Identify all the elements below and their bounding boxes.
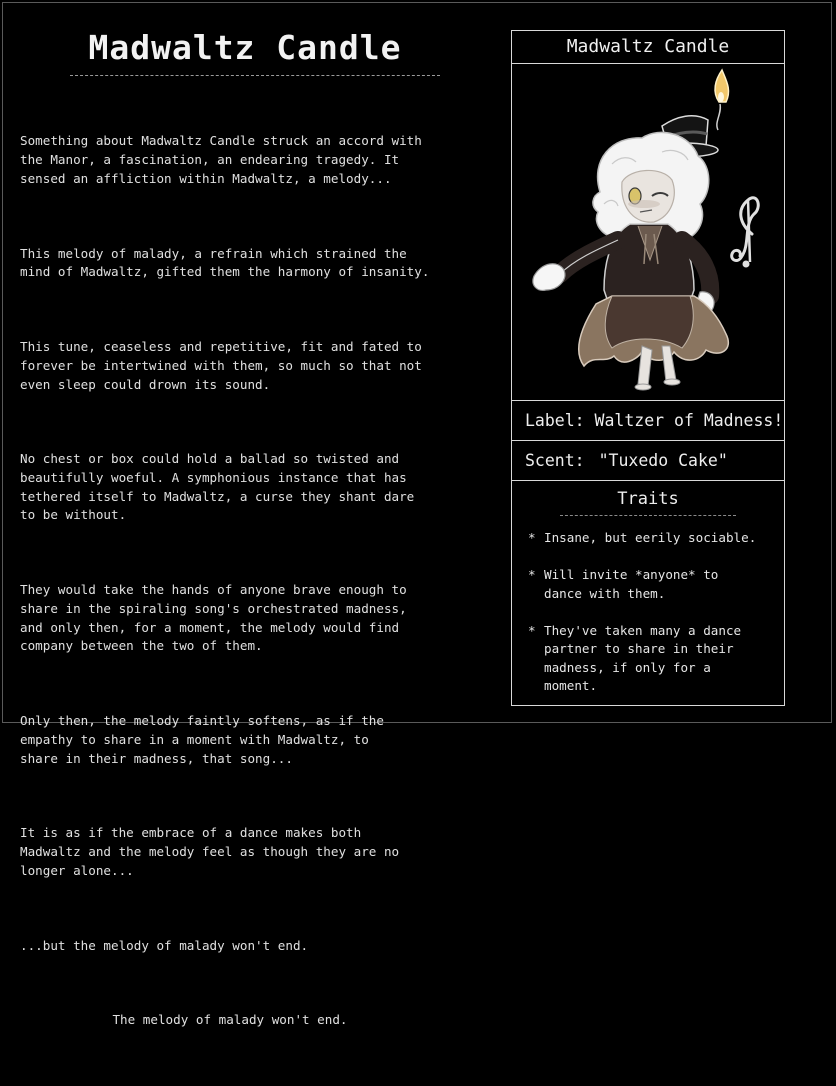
trait-text: They've taken many a dance partner to share in their madness, if only for a moment. [544, 622, 742, 693]
label-key: Label: [525, 411, 585, 430]
trait-text: Insane, but eerily sociable. [544, 530, 757, 545]
scent-row [512, 441, 784, 481]
trait-item [528, 529, 776, 548]
treble-clef-icon [732, 198, 759, 268]
candle-flame-icon [715, 70, 729, 130]
story-paragraph: ...but the melody of malady won't end. [20, 937, 309, 953]
card-title: Madwaltz Candle [512, 31, 784, 64]
story-paragraph: They would take the hands of anyone brave enough to share in the spiraling song's orchestrated madness, and only then, for a moment, the melody would find company between the two of them. [20, 582, 407, 654]
character-portrait [512, 64, 784, 401]
label-row [512, 401, 784, 441]
trait-text: Will invite *anyone* to dance with them. [544, 567, 719, 601]
trait-bullet: * [528, 622, 536, 638]
story-column [20, 28, 480, 1086]
story-paragraph: No chest or box could hold a ballad so twisted and beautifully woeful. A symphonious instance that has tethered itself to Madwaltz, a curse they shant dare to be without. [20, 451, 415, 523]
label-value: Waltzer of Madness! [594, 411, 784, 430]
story-paragraph: This tune, ceaseless and repetitive, fit and fated to forever be intertwined with them, so much so that not even sleep could drown its sound. [20, 339, 422, 392]
story-body [20, 95, 480, 1086]
scent-key: Scent: [525, 451, 585, 470]
story-title: Madwaltz Candle [88, 28, 402, 67]
traits-list [512, 529, 784, 696]
story-paragraph: Only then, the melody faintly softens, as if the empathy to share in a moment with Madwaltz, to share in their madness, that song... [20, 713, 384, 766]
trait-item [528, 622, 776, 696]
story-closing-line: The melody of malady won't end. [112, 1012, 348, 1028]
story-paragraph: It is as if the embrace of a dance makes both Madwaltz and the melody feel as though they are no longer alone... [20, 825, 400, 878]
character-skirt [579, 296, 729, 366]
story-paragraph: Something about Madwaltz Candle struck an accord with the Manor, a fascination, an endearing tragedy. It sensed an affliction within Madwaltz, a melody... [20, 133, 422, 186]
trait-bullet: * [528, 567, 536, 582]
scent-value: "Tuxedo Cake" [598, 451, 728, 470]
story-paragraph: This melody of malady, a refrain which strained the mind of Madwaltz, gifted them the harmony of insanity. [20, 245, 430, 280]
title-divider [70, 75, 440, 77]
trait-bullet: * [528, 530, 536, 545]
traits-divider [560, 515, 736, 516]
character-illustration [512, 64, 783, 400]
character-card [511, 30, 785, 706]
trait-item [528, 566, 776, 603]
traits-heading: Traits [617, 489, 679, 509]
